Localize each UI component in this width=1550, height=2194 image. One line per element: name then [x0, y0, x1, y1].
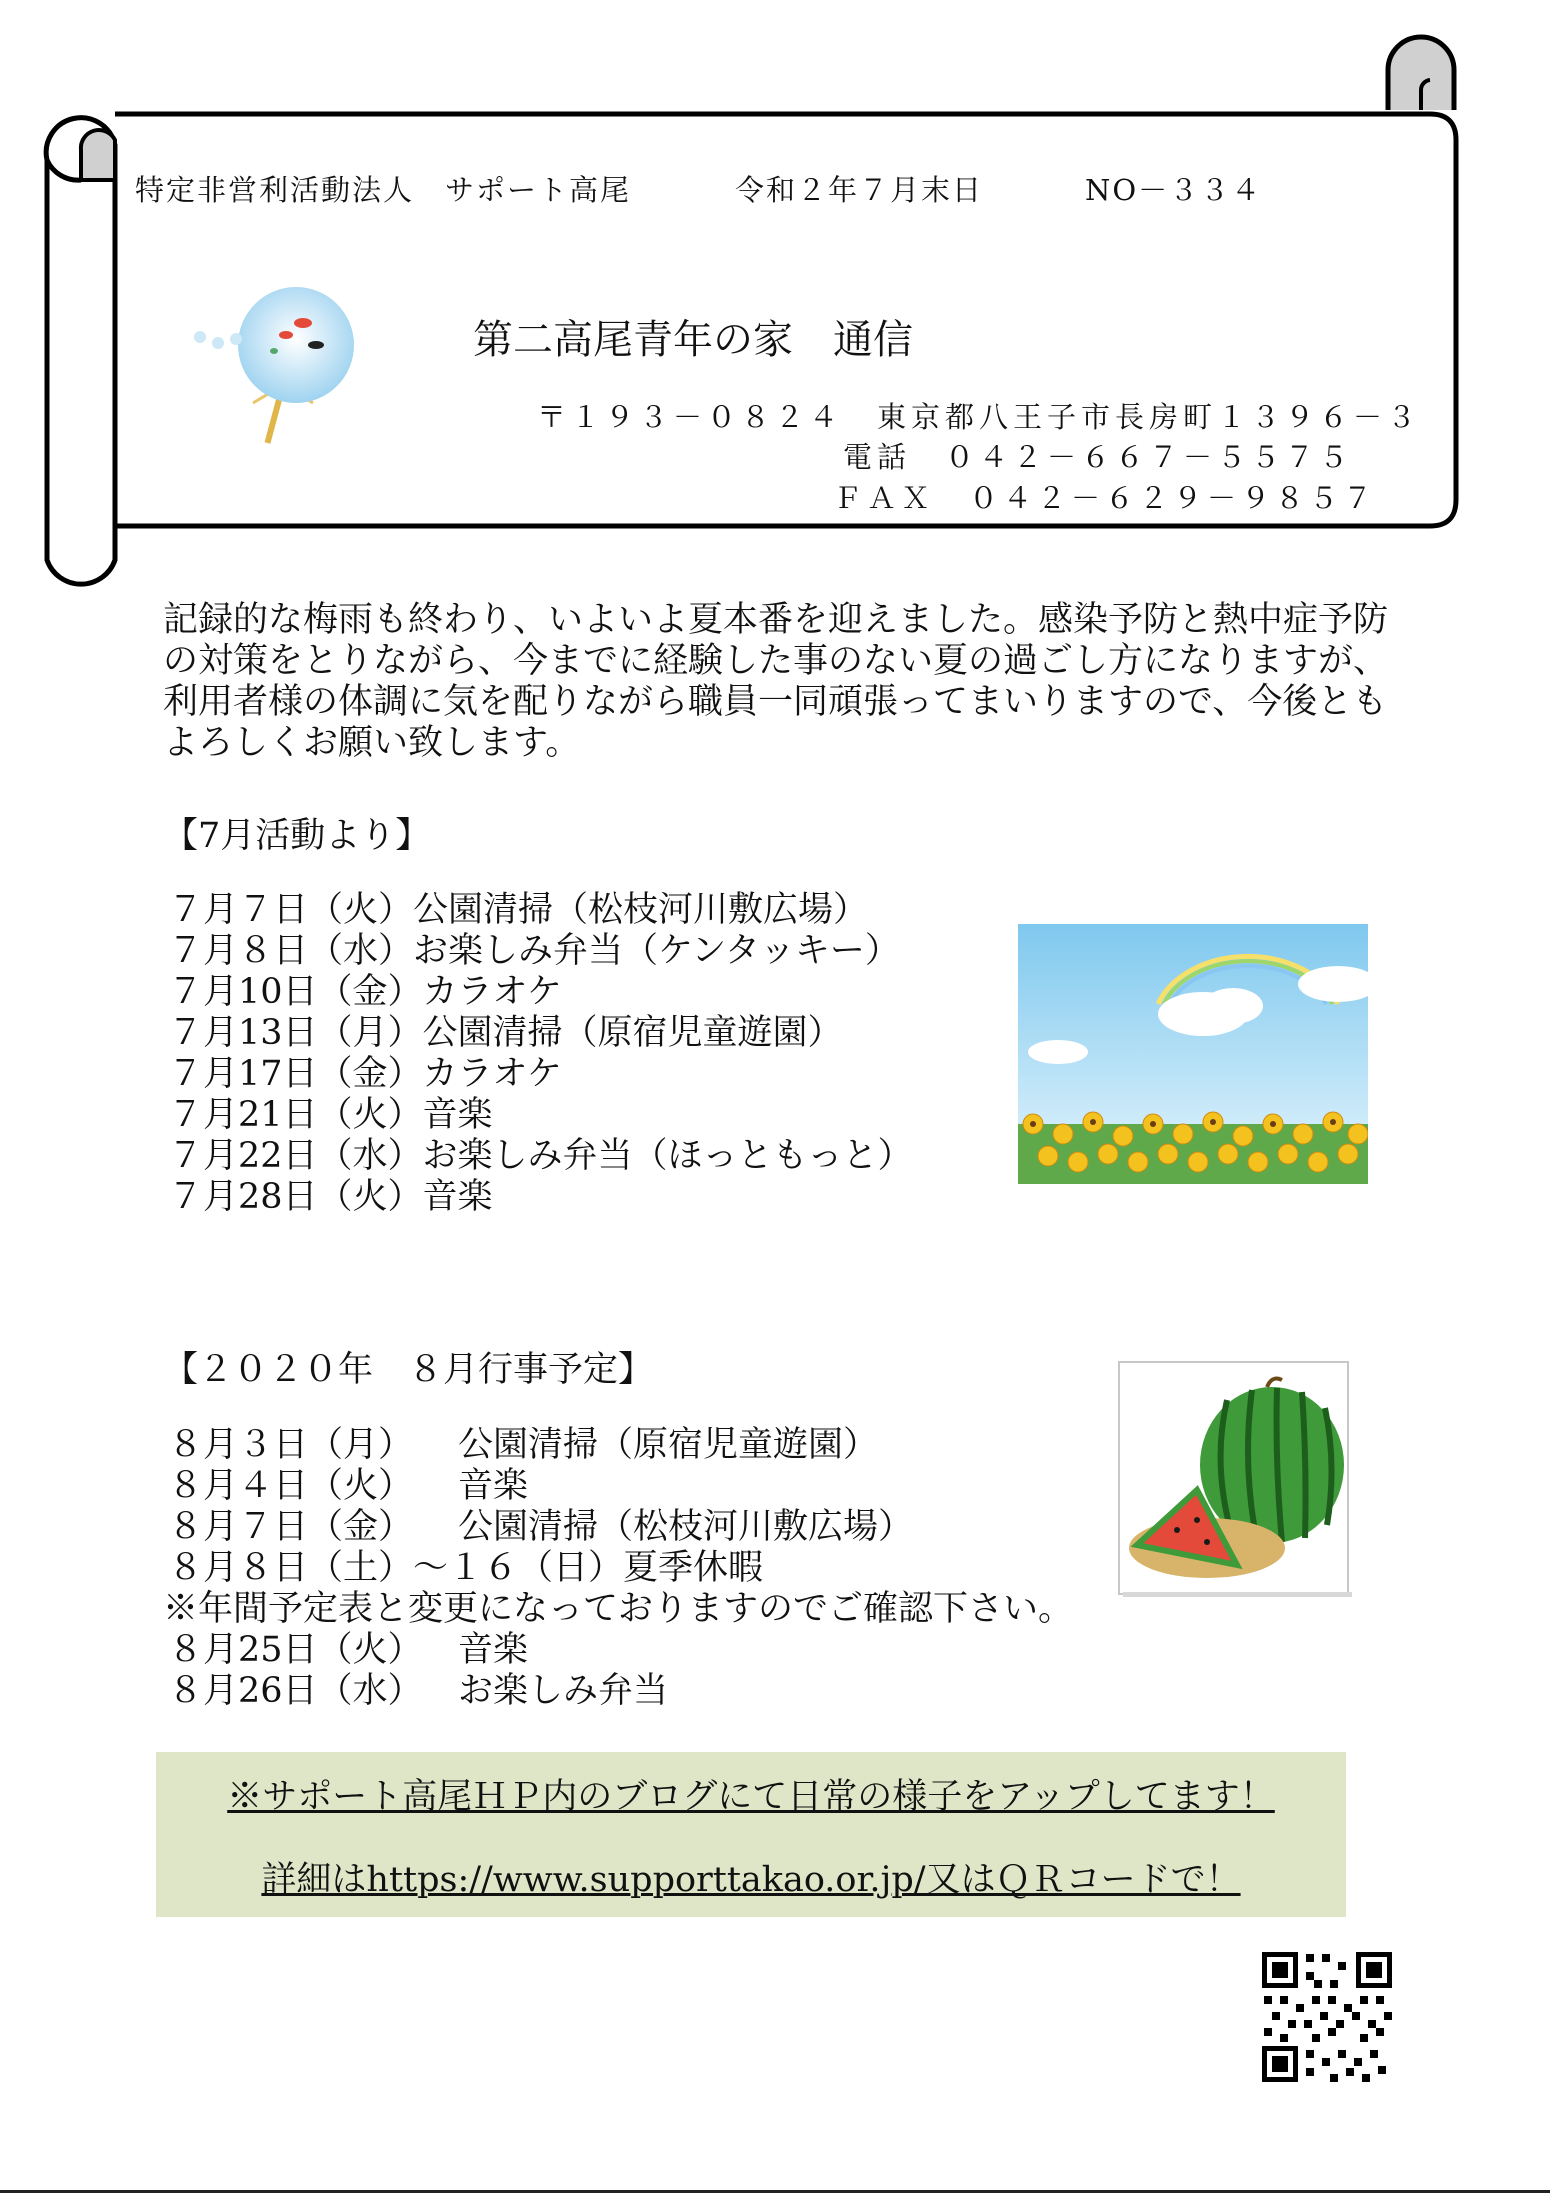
event-name: 音楽 [458, 1630, 529, 1670]
july-heading: 【7月活動より】 [163, 816, 431, 856]
list-item [168, 1466, 1073, 1507]
list-item: ７月13日（月）公園清掃（原宿児童遊園） [168, 1013, 843, 1053]
holiday-item: ８月８日（土）～１６（日）夏季休暇 [168, 1548, 764, 1588]
august-heading: 【２０２０年 ８月行事予定】 [163, 1350, 654, 1390]
blog-callout-box [156, 1752, 1346, 1917]
event-name: 公園清掃（松枝河川敷広場） [458, 1507, 914, 1547]
list-item: ７月21日（火）音楽 [168, 1095, 493, 1135]
intro-line: よろしくお願い致します。 [163, 723, 581, 763]
list-item: ７月７日（火）公園清掃（松枝河川敷広場） [168, 890, 869, 930]
watermelon-image [1117, 1360, 1352, 1598]
event-name: 音楽 [458, 1466, 529, 1506]
list-item [168, 1507, 1073, 1548]
organization-name: 特定非営利活動法人 サポート高尾 [135, 173, 632, 207]
qr-code[interactable] [1262, 1952, 1392, 2082]
intro-paragraph [163, 600, 1463, 764]
schedule-note: ※年間予定表と変更になっておりますのでご確認下さい。 [163, 1589, 1074, 1629]
issue-date: 令和２年７月末日 [735, 173, 984, 207]
event-date: ８月26日（水） [168, 1671, 423, 1711]
august-schedule-list [163, 1425, 1074, 1712]
list-item: ７月28日（火）音楽 [168, 1177, 493, 1217]
intro-line: 利用者様の体調に気を配りながら職員一同頑張ってまいりますので、今後とも [163, 682, 1388, 722]
event-date: ８月７日（金） [168, 1507, 414, 1547]
uchiwa-fan-icon [188, 285, 378, 450]
list-item: ７月10日（金）カラオケ [168, 972, 562, 1012]
event-name: 公園清掃（原宿児童遊園） [458, 1425, 879, 1465]
intro-line: 記録的な梅雨も終わり、いよいよ夏本番を迎えました。感染予防と熱中症予防 [163, 600, 1389, 640]
page-bottom-rule [0, 2190, 1550, 2193]
phone-number: 電話 ０４２－６６７－５５７５ [843, 440, 1354, 474]
list-item [168, 1630, 1073, 1671]
event-date: ８月３日（月） [168, 1425, 414, 1465]
intro-line: の対策をとりながら、今までに経験した事のない夏の過ごし方になりますが、 [163, 641, 1389, 681]
sunflower-field-image [1018, 924, 1368, 1184]
list-item: ７月22日（水）お楽しみ弁当（ほっともっと） [168, 1136, 913, 1176]
event-date: ８月４日（火） [168, 1466, 414, 1506]
july-activity-list [168, 890, 913, 1218]
newsletter-title: 第二高尾青年の家 通信 [473, 317, 913, 363]
list-item: ７月17日（金）カラオケ [168, 1054, 562, 1094]
list-item: ７月８日（水）お楽しみ弁当（ケンタッキー） [168, 931, 900, 971]
event-name: お楽しみ弁当 [458, 1671, 669, 1711]
issue-number: NO－３３４ [1085, 173, 1263, 207]
event-date: ８月25日（火） [168, 1630, 423, 1670]
website-link[interactable]: 詳細はhttps://www.supporttakao.or.jp/又はＱＲコードで！ [261, 1860, 1241, 1900]
fax-number: ＦＡＸ ０４２－６２９－９８５７ [833, 481, 1378, 515]
postal-address: 〒１９３－０８２４ 東京都八王子市長房町１３９６－３ [537, 400, 1422, 434]
blog-announcement: ※サポート高尾ＨＰ内のブログにて日常の様子をアップしてます！ [227, 1777, 1275, 1817]
list-item [168, 1425, 1073, 1466]
list-item [168, 1671, 1073, 1712]
